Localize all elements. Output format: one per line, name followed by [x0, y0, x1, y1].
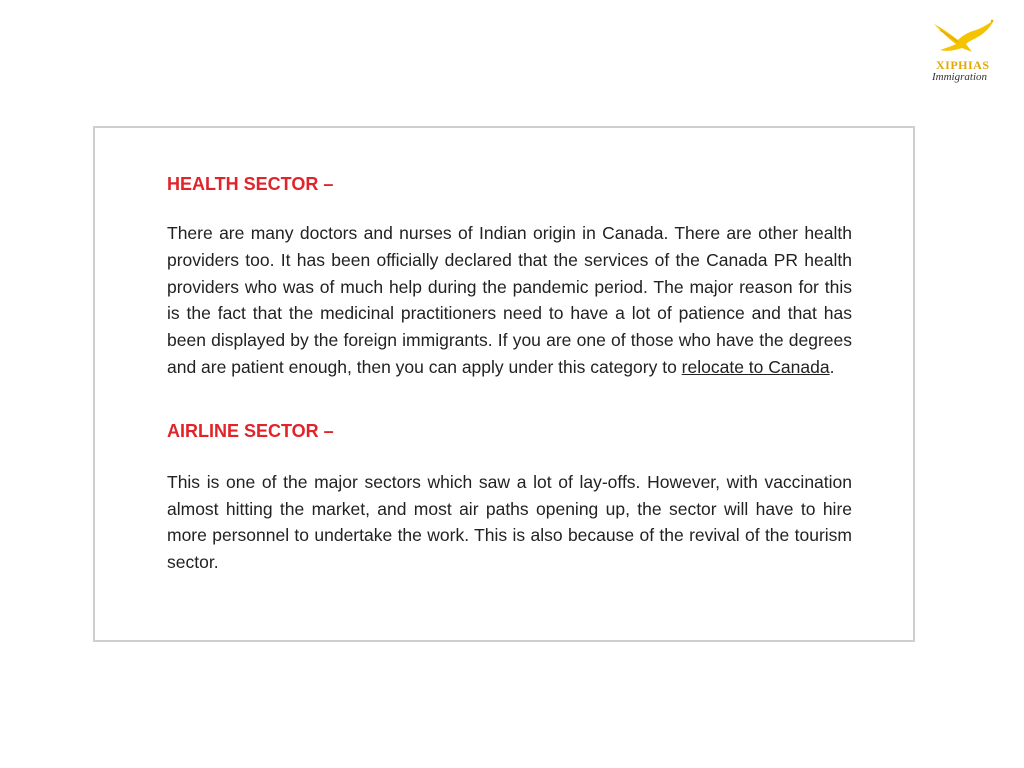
health-sector-text: There are many doctors and nurses of Indian origin in Canada. There are other health providers too. It has been officially declared that the services of the Canada PR health providers who was of much help during the pandemic period. The major reason for this is the fact that the medicinal practitioners need to have a lot of patience and that has been displayed by the foreign immigrants. If you are one of those who have the degrees and are patient enough, then you can apply under this category to	[167, 223, 852, 377]
logo-brand: XIPHIAS	[936, 58, 990, 72]
health-sector-heading: HEALTH SECTOR –	[167, 174, 334, 194]
content-body	[167, 172, 852, 576]
content-card	[93, 126, 915, 642]
airline-sector-heading: AIRLINE SECTOR –	[167, 420, 334, 441]
health-sector-paragraph	[167, 220, 852, 381]
airline-sector-paragraph: This is one of the major sectors which saw a lot of lay-offs. However, with vaccination almost hitting the market, and most air paths opening up, the sector will have to hire more personnel to undertake the work. This is also because of the revival of the tourism sector.	[167, 471, 852, 573]
relocate-to-canada-link[interactable]: relocate to Canada	[681, 356, 830, 377]
bird-icon	[932, 18, 996, 58]
logo-tagline: Immigration	[932, 71, 987, 83]
health-sector-text-end: .	[829, 356, 835, 377]
xiphias-logo	[928, 18, 998, 84]
